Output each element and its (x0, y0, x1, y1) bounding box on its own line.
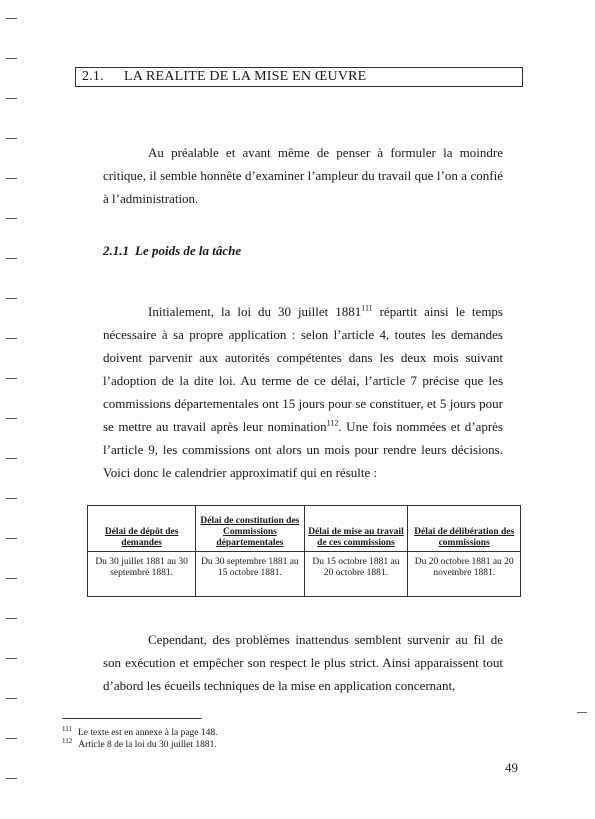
margin-tick (6, 418, 17, 419)
table-header-row (88, 506, 521, 552)
cell-constitution: Du 30 septembre 1881 au 15 octobre 1881. (196, 552, 304, 597)
intro-paragraph: Au préalable et avant même de penser à formuler la moindre critique, il semble honnête d’examiner l’ampleur du travail que l’on a confié à l’administration. (103, 145, 503, 206)
section-title: LA REALITE DE LA MISE EN ŒUVRE (124, 69, 367, 84)
footnote-112 (62, 736, 217, 751)
subsection-number: 2.1.1 (103, 243, 129, 258)
margin-tick (6, 698, 17, 699)
cell-mise-au-travail: Du 15 octobre 1881 au 20 octobre 1881. (304, 552, 408, 597)
margin-tick (6, 138, 17, 139)
header-mise-au-travail: Délai de mise au travail de ces commissions (304, 506, 408, 552)
margin-tick (6, 58, 17, 59)
header-depot: Délai de dépôt des demandes (88, 506, 196, 552)
margin-tick (6, 338, 17, 339)
margin-tick (6, 378, 17, 379)
subsection-heading (103, 243, 241, 259)
margin-tick (6, 458, 17, 459)
footnote-marker: 112 (62, 737, 73, 745)
header-deliberation: Délai de délibération des commissions (408, 506, 521, 552)
calendar-table (87, 505, 521, 597)
footnote-text: Article 8 de la loi du 30 juillet 1881. (78, 740, 217, 751)
margin-tick (6, 178, 17, 179)
margin-tick (6, 618, 17, 619)
closing-paragraph: Cependant, des problèmes inattendus semblent survenir au fil de son exécution et empêcher son respect le plus strict. Ainsi apparaissent tout d’abord les écueils techniques de la mise en application concernant, (103, 632, 503, 693)
margin-tick (6, 18, 17, 19)
footnote-separator (62, 718, 202, 719)
footnote-ref-112[interactable]: 112 (326, 418, 339, 428)
footnote-ref-111[interactable]: 111 (361, 303, 373, 313)
margin-tick (6, 218, 17, 219)
margin-tick (6, 98, 17, 99)
cell-deliberation: Du 20 octobre 1881 au 20 novembre 1881. (408, 552, 521, 597)
scan-edge-mark (577, 712, 587, 713)
cell-depot: Du 30 juillet 1881 au 30 septembre 1881. (88, 552, 196, 597)
margin-tick (6, 538, 17, 539)
margin-tick (6, 738, 17, 739)
margin-tick (6, 298, 17, 299)
section-number: 2.1. (82, 69, 104, 84)
footnote-marker: 111 (62, 725, 72, 733)
header-constitution: Délai de constitution des Commissions départementales (196, 506, 304, 552)
margin-tick (6, 778, 17, 779)
footnote-text: Le texte est en annexe à la page 148. (77, 728, 218, 739)
section-heading-box (75, 67, 523, 87)
margin-tick (6, 658, 17, 659)
scan-margin-marks (6, 0, 18, 819)
margin-tick (6, 258, 17, 259)
page-number: 49 (505, 760, 518, 775)
margin-tick (6, 498, 17, 499)
table-row (88, 552, 521, 597)
subsection-title: Le poids de la tâche (135, 243, 242, 258)
body-paragraph: Initialement, la loi du 30 juillet 1881$^{111}$ répartit ainsi le temps nécessaire à sa propre application : selon l’article 4, toutes les demandes doivent parvenir aux autorités compétentes dans les deux mois suivant l’adoption de la dite loi. Au terme de ce délai, l’article 7 précise que les commissions départementales ont 15 jours pour se constituer, et 5 jours pour se mettre au travail après leur nomination$^{112}$. Une fois nommées et d’après l’article 9, les commissions ont alors un mois pour rendre leurs décisions. Voici donc le calendrier approximatif qui en résulte : (103, 303, 503, 480)
margin-tick (6, 578, 17, 579)
